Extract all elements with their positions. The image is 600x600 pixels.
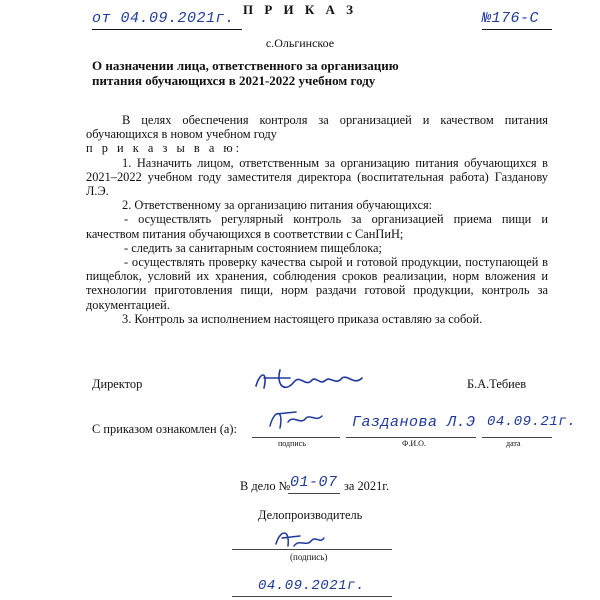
director-signature-icon xyxy=(250,364,370,400)
subject-line-2: питания обучающихся в 2021-2022 учебном году xyxy=(92,73,376,88)
acquainted-signature-icon xyxy=(266,404,326,434)
director-label: Директор xyxy=(92,377,143,391)
filing-date: 04.09.2021г. xyxy=(258,578,365,594)
subject-line-1: О назначении лица, ответственного за организацию xyxy=(92,58,399,73)
caption-fio: Ф.И.О. xyxy=(402,439,426,448)
order-date: от 04.09.2021г. xyxy=(92,10,235,27)
document-type: П Р И К А З xyxy=(242,2,358,17)
item-2b: - следить за санитарным состоянием пищеблока; xyxy=(124,240,382,255)
director-name: Б.А.Тебиев xyxy=(467,377,527,391)
order-date-underline xyxy=(92,29,242,30)
filing-prefix: В дело № xyxy=(240,479,291,493)
item-1: 1. Назначить лицом, ответственным за организацию питания обучающихся в 2021–2022 учебном году заместителя директора (воспитательная работа) Газданову Л.Э. xyxy=(86,155,548,199)
intro-paragraph: В целях обеспечения контроля за организацией и качеством питания обучающихся в новом учебном году xyxy=(86,113,548,142)
order-subject xyxy=(92,58,512,88)
date-line xyxy=(482,437,552,438)
village-name: с.Ольгинское xyxy=(265,36,335,50)
acquainted-date: 04.09.21г. xyxy=(487,414,577,430)
caption-signature: подпись xyxy=(278,439,306,448)
acquainted-label: С приказом ознакомлен (а): xyxy=(92,422,237,436)
item-2: 2. Ответственному за организацию питания обучающихся: xyxy=(122,198,433,213)
order-number-underline xyxy=(482,29,552,30)
clerk-label: Делопроизводитель xyxy=(258,508,363,522)
item-3: 3. Контроль за исполнением настоящего приказа оставляю за собой. xyxy=(122,311,483,326)
item-2c: - осуществлять проверку качества сырой и готовой продукции, поступающей в пищеблок, условий их хранения, соблюдения сроков реализации, норм вложения и технологии приготовления пищи, норм раздачи готовой продукции, контроль за документацией. xyxy=(86,255,548,312)
order-body xyxy=(86,113,548,326)
filing-date-line xyxy=(232,596,392,597)
item-2a: - осуществлять регулярный контроль за организацией приема пищи и качеством питания обучающихся в соответствии с СанПиН; xyxy=(86,212,548,241)
signature-line xyxy=(252,437,340,438)
acquainted-name: Газданова Л.Э xyxy=(352,414,476,431)
orders-word: п р и к а з ы в а ю: xyxy=(86,141,243,156)
case-number: 01-07 xyxy=(290,474,338,491)
caption-date: дата xyxy=(506,439,521,448)
case-number-line xyxy=(288,493,340,494)
clerk-caption: (подпись) xyxy=(290,552,328,562)
clerk-signature-line xyxy=(232,549,392,550)
filing-suffix: за 2021г. xyxy=(344,479,390,493)
order-number: №176-С xyxy=(482,10,540,27)
fio-line xyxy=(346,437,476,438)
